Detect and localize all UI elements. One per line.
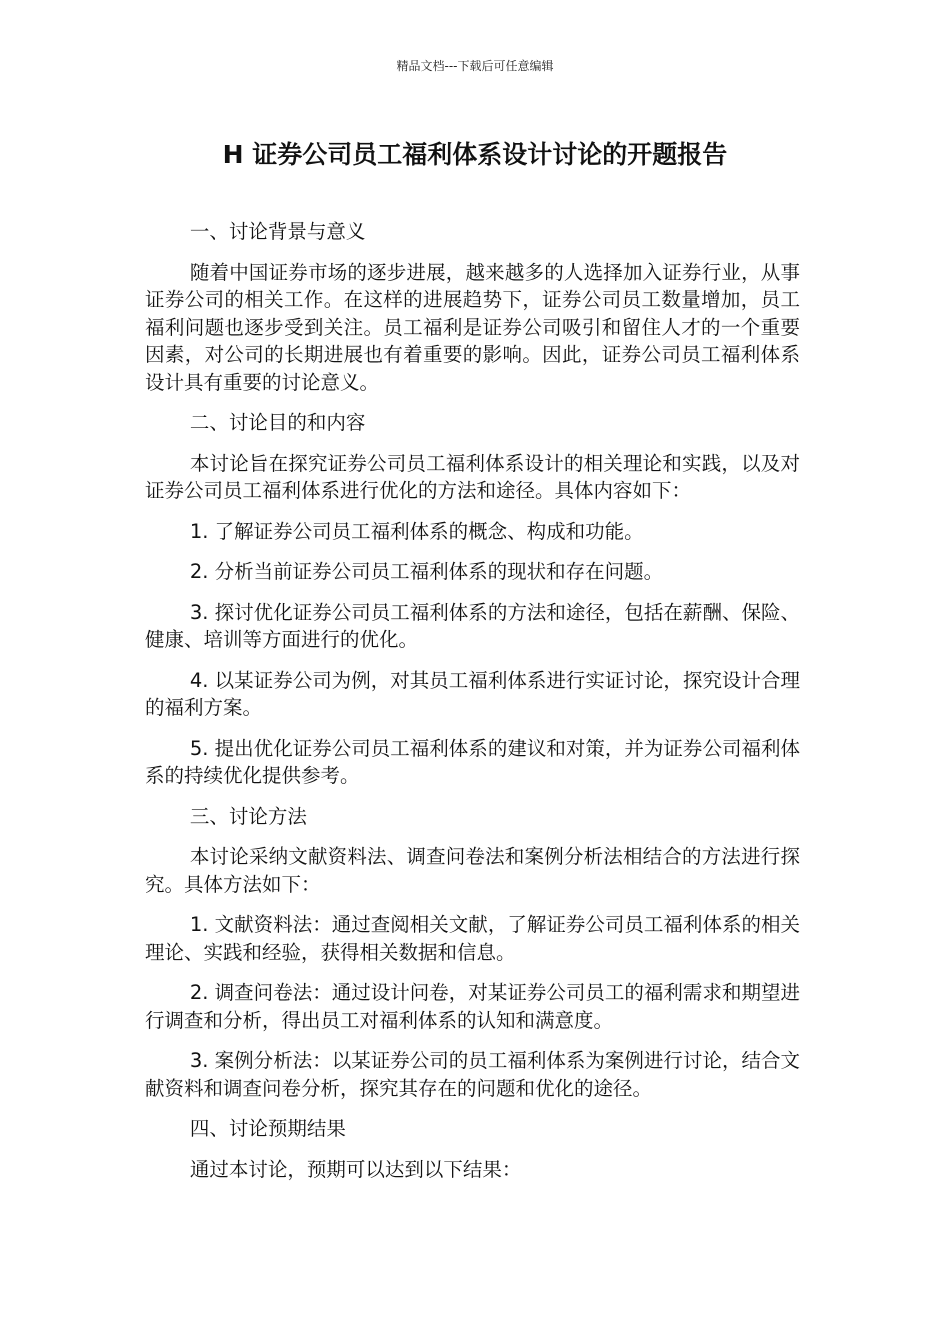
paragraph-expected-results-intro: 通过本讨论，预期可以达到以下结果：: [189, 1157, 522, 1181]
section-heading-methods: 三、讨论方法: [189, 804, 307, 828]
paragraph-background: 随着中国证券市场的逐步进展，越来越多的人选择加入证券行业，从事证券公司的相关工作。在这样的进展趋势下，证券公司员工数量增加，员工福利问题也逐步受到关注。员工福利是证券公司吸引和留住人才的一个重要因素，对公司的长期进展也有着重要的影响。因此，证券公司员工福利体系设计具有重要的讨论意义。: [145, 260, 800, 394]
list-item-method-2: 2. 调查问卷法：通过设计问卷，对某证券公司员工的福利需求和期望进行调查和分析，得出员工对福利体系的认知和满意度。: [145, 981, 800, 1032]
list-item-method-3: 3. 案例分析法：以某证券公司的员工福利体系为案例进行讨论，结合文献资料和调查问卷分析，探究其存在的问题和优化的途径。: [145, 1049, 800, 1100]
paragraph-methods-intro: 本讨论采纳文献资料法、调查问卷法和案例分析法相结合的方法进行探究。具体方法如下：: [145, 845, 800, 896]
header-note: 精品文档---下载后可任意编辑: [396, 59, 554, 73]
section-heading-purpose: 二、讨论目的和内容: [189, 411, 366, 434]
section-heading-background: 一、讨论背景与意义: [189, 220, 366, 243]
document-title: H 证券公司员工福利体系设计讨论的开题报告: [222, 140, 728, 169]
document-body: [145, 218, 800, 1196]
list-item-purpose-5: 5. 提出优化证券公司员工福利体系的建议和对策，并为证券公司福利体系的持续优化提供参考。: [145, 736, 800, 787]
list-item-purpose-2: 2. 分析当前证券公司员工福利体系的现状和存在问题。: [189, 560, 664, 583]
section-heading-expected-results: 四、讨论预期结果: [189, 1117, 346, 1140]
list-item-purpose-1: 1. 了解证券公司员工福利体系的概念、构成和功能。: [189, 519, 644, 543]
list-item-method-1: 1. 文献资料法：通过查阅相关文献，了解证券公司员工福利体系的相关理论、实践和经验，获得相关数据和信息。: [145, 913, 800, 964]
list-item-purpose-3: 3. 探讨优化证券公司员工福利体系的方法和途径，包括在薪酬、保险、健康、培训等方面进行的优化。: [145, 600, 800, 651]
list-item-purpose-4: 4. 以某证券公司为例，对其员工福利体系进行实证讨论，探究设计合理的福利方案。: [145, 668, 800, 719]
paragraph-purpose-intro: 本讨论旨在探究证券公司员工福利体系设计的相关理论和实践，以及对证券公司员工福利体系进行优化的方法和途径。具体内容如下：: [145, 451, 800, 502]
